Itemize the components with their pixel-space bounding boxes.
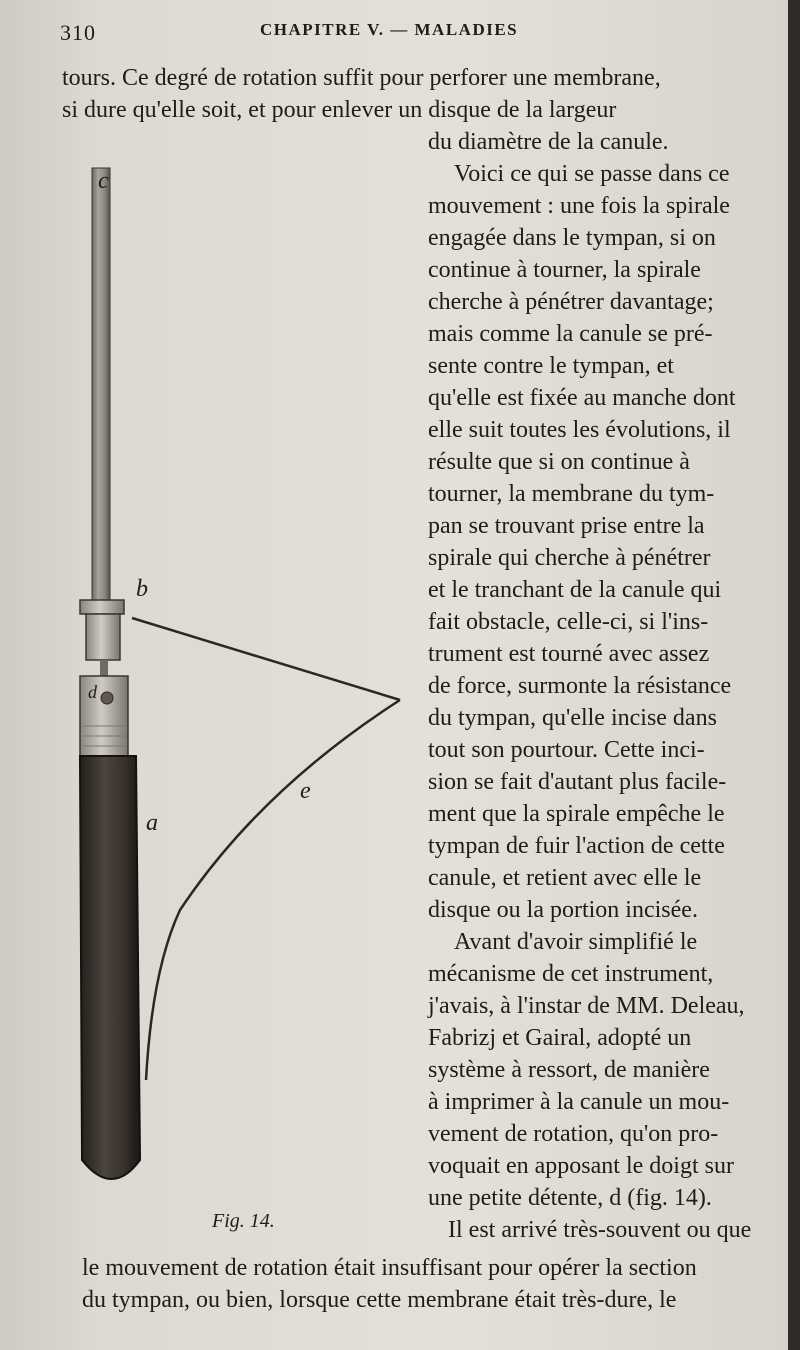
text-line: pan se trouvant prise entre la bbox=[428, 513, 705, 539]
text-line: Il est arrivé très-souvent ou que bbox=[448, 1217, 752, 1243]
text-line: résulte que si on continue à bbox=[428, 449, 690, 475]
text-line: qu'elle est fixée au manche dont bbox=[428, 385, 736, 411]
text-line: sente contre le tympan, et bbox=[428, 353, 674, 379]
text-line: disque ou la portion incisée. bbox=[428, 897, 698, 923]
text-line: ment que la spirale empêche le bbox=[428, 801, 725, 827]
text-line: spirale qui cherche à pénétrer bbox=[428, 545, 711, 571]
text-line: j'avais, à l'instar de MM. Deleau, bbox=[428, 993, 745, 1019]
text-line: vement de rotation, qu'on pro- bbox=[428, 1121, 719, 1147]
text-line: mais comme la canule se pré- bbox=[428, 321, 713, 347]
text-line: mouvement : une fois la spirale bbox=[428, 193, 730, 219]
text-line: continue à tourner, la spirale bbox=[428, 257, 701, 283]
label-e: e bbox=[300, 778, 311, 804]
instrument-illustration bbox=[60, 150, 430, 1230]
rod-shape bbox=[92, 168, 110, 600]
text-line: Avant d'avoir simplifié le bbox=[454, 929, 698, 955]
text-line: trument est tourné avec assez bbox=[428, 641, 710, 667]
text-line: sion se fait d'autant plus facile- bbox=[428, 769, 727, 795]
text-line: système à ressort, de manière bbox=[428, 1057, 710, 1083]
label-a: a bbox=[146, 810, 158, 836]
text-line: elle suit toutes les évolutions, il bbox=[428, 417, 731, 443]
text-line: si dure qu'elle soit, et pour enlever un disque de la largeur bbox=[62, 97, 617, 123]
figure-caption: Fig. 14. bbox=[212, 1210, 275, 1232]
text-line: tourner, la membrane du tym- bbox=[428, 481, 715, 507]
page-edge bbox=[788, 0, 800, 1350]
text-line: tympan de fuir l'action de cette bbox=[428, 833, 725, 859]
page-number: 310 bbox=[60, 20, 96, 45]
text-line: tout son pourtour. Cette inci- bbox=[428, 737, 705, 763]
text-line: du tympan, qu'elle incise dans bbox=[428, 705, 717, 731]
text-line: le mouvement de rotation était insuffisant pour opérer la section bbox=[82, 1255, 697, 1281]
text-line: à imprimer à la canule un mou- bbox=[428, 1089, 730, 1115]
text-line: cherche à pénétrer davantage; bbox=[428, 289, 714, 315]
text-line: tours. Ce degré de rotation suffit pour perforer une membrane, bbox=[62, 65, 661, 91]
text-line: Voici ce qui se passe dans ce bbox=[454, 161, 730, 187]
text-line: Fabrizj et Gairal, adopté un bbox=[428, 1025, 692, 1051]
handle-shape bbox=[80, 756, 140, 1179]
text-line: et le tranchant de la canule qui bbox=[428, 577, 722, 603]
text-line: mécanisme de cet instrument, bbox=[428, 961, 714, 987]
text-line: canule, et retient avec elle le bbox=[428, 865, 702, 891]
label-b: b bbox=[136, 576, 148, 602]
page-header bbox=[60, 14, 760, 48]
running-head: CHAPITRE V. — MALADIES bbox=[260, 20, 519, 39]
label-c-top: c bbox=[98, 168, 109, 194]
text-line: du diamètre de la canule. bbox=[428, 129, 669, 155]
text-line: engagée dans le tympan, si on bbox=[428, 225, 716, 251]
label-d: d bbox=[88, 682, 97, 702]
text-line: une petite détente, d (fig. 14). bbox=[428, 1185, 712, 1211]
text-line: voquait en apposant le doigt sur bbox=[428, 1153, 734, 1179]
text-line: du tympan, ou bien, lorsque cette membrane était très-dure, le bbox=[82, 1287, 677, 1313]
text-line: fait obstacle, celle-ci, si l'ins- bbox=[428, 609, 709, 635]
figure-14 bbox=[60, 150, 430, 1230]
text-line: de force, surmonte la résistance bbox=[428, 673, 732, 699]
